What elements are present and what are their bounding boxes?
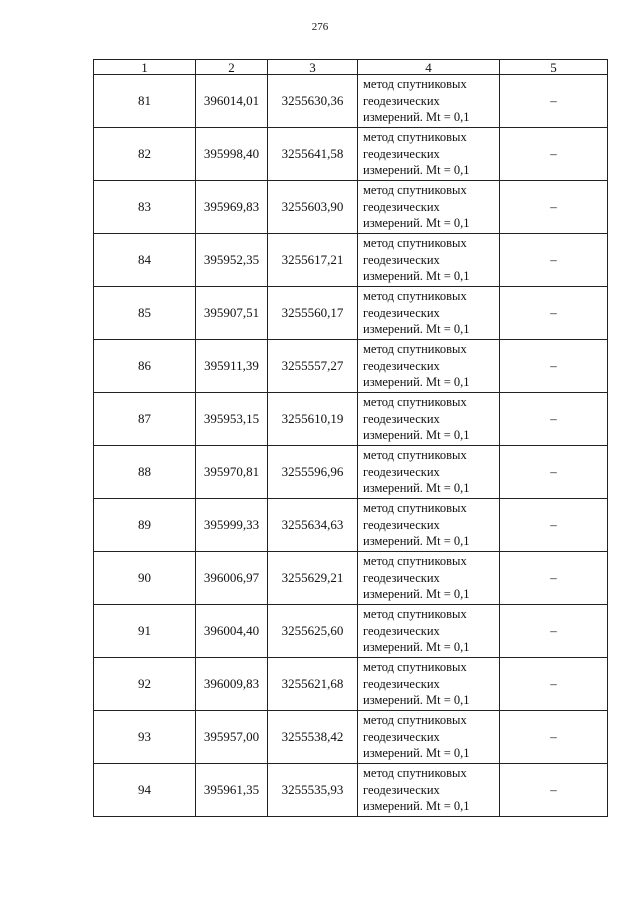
y-coordinate-cell: 3255535,93 [268, 764, 358, 817]
method-line: метод спутниковых [363, 713, 467, 728]
method-cell [358, 234, 500, 287]
method-cell [358, 340, 500, 393]
method-line: измерений. Mt = 0,1 [363, 640, 470, 655]
table-row [94, 181, 608, 234]
empty-mark-cell: – [500, 499, 608, 552]
method-line: метод спутниковых [363, 289, 467, 304]
empty-mark-cell: – [500, 552, 608, 605]
point-number-cell: 81 [94, 75, 196, 128]
point-number-cell: 84 [94, 234, 196, 287]
method-cell [358, 552, 500, 605]
x-coordinate-cell: 395998,40 [196, 128, 268, 181]
empty-mark-cell: – [500, 287, 608, 340]
method-line: метод спутниковых [363, 766, 467, 781]
method-line: геодезических [363, 252, 440, 267]
method-line: метод спутниковых [363, 607, 467, 622]
y-coordinate-cell: 3255596,96 [268, 446, 358, 499]
method-line: геодезических [363, 570, 440, 585]
column-header-4: 4 [358, 60, 500, 75]
method-line: измерений. Mt = 0,1 [363, 375, 470, 390]
method-cell [358, 499, 500, 552]
method-cell [358, 446, 500, 499]
y-coordinate-cell: 3255557,27 [268, 340, 358, 393]
method-line: геодезических [363, 93, 440, 108]
x-coordinate-cell: 395907,51 [196, 287, 268, 340]
method-cell [358, 75, 500, 128]
empty-mark-cell: – [500, 711, 608, 764]
method-cell [358, 658, 500, 711]
method-line: метод спутниковых [363, 236, 467, 251]
point-number-cell: 93 [94, 711, 196, 764]
empty-mark-cell: – [500, 75, 608, 128]
method-cell [358, 181, 500, 234]
y-coordinate-cell: 3255629,21 [268, 552, 358, 605]
method-line: измерений. Mt = 0,1 [363, 269, 470, 284]
page-number: 276 [311, 21, 329, 33]
method-line: геодезических [363, 146, 440, 161]
x-coordinate-cell: 396009,83 [196, 658, 268, 711]
method-line: геодезических [363, 676, 440, 691]
column-header-2: 2 [196, 60, 268, 75]
table-row [94, 234, 608, 287]
point-number-cell: 87 [94, 393, 196, 446]
method-line: геодезических [363, 729, 440, 744]
method-line: измерений. Mt = 0,1 [363, 693, 470, 708]
table-row [94, 711, 608, 764]
empty-mark-cell: – [500, 393, 608, 446]
table-row [94, 340, 608, 393]
point-number-cell: 85 [94, 287, 196, 340]
table-row [94, 446, 608, 499]
method-cell [358, 764, 500, 817]
empty-mark-cell: – [500, 181, 608, 234]
y-coordinate-cell: 3255630,36 [268, 75, 358, 128]
method-line: метод спутниковых [363, 77, 467, 92]
method-line: геодезических [363, 517, 440, 532]
method-line: геодезических [363, 199, 440, 214]
coordinates-table [93, 59, 608, 817]
y-coordinate-cell: 3255560,17 [268, 287, 358, 340]
y-coordinate-cell: 3255610,19 [268, 393, 358, 446]
method-line: геодезических [363, 464, 440, 479]
method-cell [358, 128, 500, 181]
point-number-cell: 83 [94, 181, 196, 234]
table-body [94, 75, 608, 817]
method-cell [358, 393, 500, 446]
method-line: метод спутниковых [363, 660, 467, 675]
empty-mark-cell: – [500, 234, 608, 287]
point-number-cell: 91 [94, 605, 196, 658]
table-row [94, 658, 608, 711]
empty-mark-cell: – [500, 764, 608, 817]
method-line: измерений. Mt = 0,1 [363, 110, 470, 125]
point-number-cell: 88 [94, 446, 196, 499]
column-header-5: 5 [500, 60, 608, 75]
column-header-1: 1 [94, 60, 196, 75]
x-coordinate-cell: 395952,35 [196, 234, 268, 287]
table-row [94, 552, 608, 605]
empty-mark-cell: – [500, 340, 608, 393]
y-coordinate-cell: 3255603,90 [268, 181, 358, 234]
empty-mark-cell: – [500, 605, 608, 658]
table-row [94, 499, 608, 552]
y-coordinate-cell: 3255621,68 [268, 658, 358, 711]
table-row [94, 393, 608, 446]
method-line: геодезических [363, 305, 440, 320]
table-row [94, 287, 608, 340]
coordinates-table-container [93, 59, 608, 817]
method-cell [358, 287, 500, 340]
point-number-cell: 86 [94, 340, 196, 393]
table-row [94, 75, 608, 128]
table-row [94, 128, 608, 181]
method-line: метод спутниковых [363, 130, 467, 145]
y-coordinate-cell: 3255625,60 [268, 605, 358, 658]
x-coordinate-cell: 395969,83 [196, 181, 268, 234]
method-line: измерений. Mt = 0,1 [363, 322, 470, 337]
x-coordinate-cell: 395961,35 [196, 764, 268, 817]
point-number-cell: 89 [94, 499, 196, 552]
table-header-row [94, 60, 608, 75]
method-cell [358, 711, 500, 764]
y-coordinate-cell: 3255617,21 [268, 234, 358, 287]
method-line: измерений. Mt = 0,1 [363, 481, 470, 496]
x-coordinate-cell: 395957,00 [196, 711, 268, 764]
table-row [94, 605, 608, 658]
x-coordinate-cell: 395999,33 [196, 499, 268, 552]
method-line: метод спутниковых [363, 183, 467, 198]
y-coordinate-cell: 3255641,58 [268, 128, 358, 181]
x-coordinate-cell: 396014,01 [196, 75, 268, 128]
point-number-cell: 94 [94, 764, 196, 817]
method-cell [358, 605, 500, 658]
method-line: измерений. Mt = 0,1 [363, 216, 470, 231]
x-coordinate-cell: 395970,81 [196, 446, 268, 499]
method-line: измерений. Mt = 0,1 [363, 534, 470, 549]
method-line: геодезических [363, 623, 440, 638]
empty-mark-cell: – [500, 128, 608, 181]
point-number-cell: 82 [94, 128, 196, 181]
table-row [94, 764, 608, 817]
method-line: измерений. Mt = 0,1 [363, 163, 470, 178]
method-line: измерений. Mt = 0,1 [363, 746, 470, 761]
point-number-cell: 90 [94, 552, 196, 605]
empty-mark-cell: – [500, 658, 608, 711]
x-coordinate-cell: 395911,39 [196, 340, 268, 393]
method-line: метод спутниковых [363, 395, 467, 410]
method-line: метод спутниковых [363, 501, 467, 516]
method-line: измерений. Mt = 0,1 [363, 587, 470, 602]
column-header-3: 3 [268, 60, 358, 75]
point-number-cell: 92 [94, 658, 196, 711]
method-line: метод спутниковых [363, 448, 467, 463]
method-line: геодезических [363, 358, 440, 373]
y-coordinate-cell: 3255538,42 [268, 711, 358, 764]
y-coordinate-cell: 3255634,63 [268, 499, 358, 552]
method-line: измерений. Mt = 0,1 [363, 428, 470, 443]
method-line: измерений. Mt = 0,1 [363, 799, 470, 814]
method-line: метод спутниковых [363, 554, 467, 569]
empty-mark-cell: – [500, 446, 608, 499]
method-line: геодезических [363, 782, 440, 797]
method-line: геодезических [363, 411, 440, 426]
x-coordinate-cell: 396006,97 [196, 552, 268, 605]
x-coordinate-cell: 395953,15 [196, 393, 268, 446]
method-line: метод спутниковых [363, 342, 467, 357]
x-coordinate-cell: 396004,40 [196, 605, 268, 658]
